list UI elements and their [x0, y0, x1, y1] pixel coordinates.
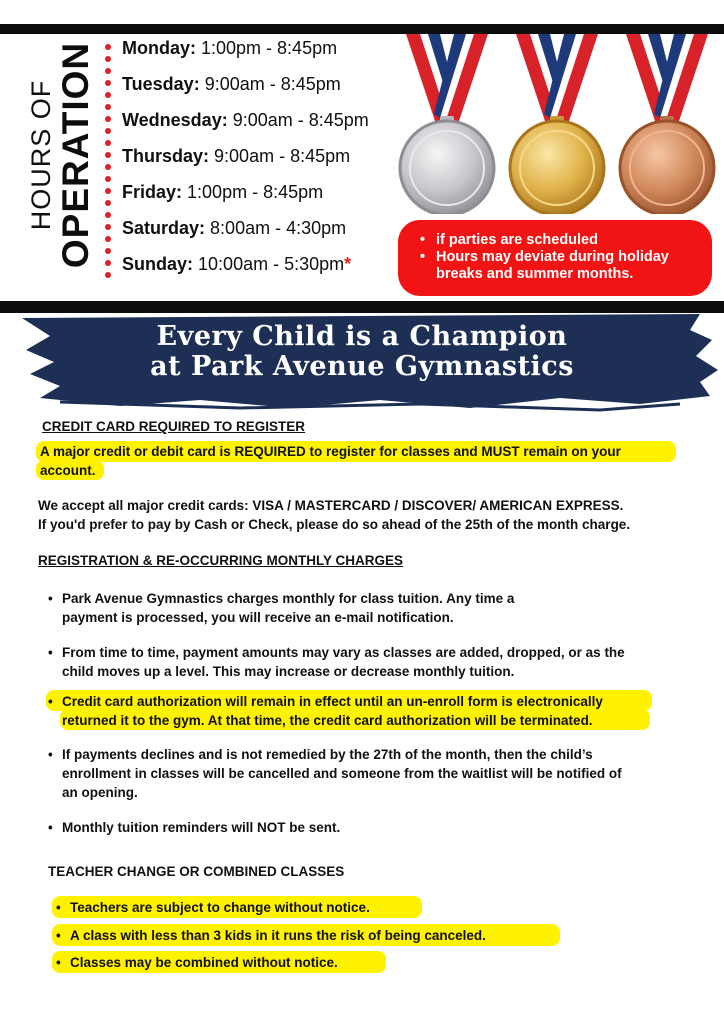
- separator-dot: [105, 104, 111, 110]
- text-line: • Classes may be combined without notice.: [70, 955, 338, 970]
- schedule-row-friday: [122, 180, 369, 216]
- teacher-bullet: [56, 953, 416, 972]
- separator-dot: [105, 224, 111, 230]
- asterisk-mark: *: [344, 254, 352, 274]
- day-hours: 9:00am - 8:45pm: [204, 74, 341, 94]
- schedule-row-monday: [122, 36, 369, 72]
- text-line: If you'd prefer to pay by Cash or Check, please do so ahead of the 25th of the month charge.: [38, 517, 631, 532]
- separator-dot: [105, 236, 111, 242]
- day-name: Tuesday:: [122, 74, 200, 94]
- hours-of-label: HOURS OF: [26, 79, 56, 231]
- day-name: Monday:: [122, 38, 196, 58]
- day-name: Friday:: [122, 182, 183, 202]
- banner-line-2: at Park Avenue Gymnastics: [150, 351, 574, 382]
- day-hours: 10:00am - 5:30pm: [198, 254, 345, 274]
- hours-schedule-list: [122, 36, 369, 288]
- separator-dot: [105, 260, 111, 266]
- day-hours: 8:00am - 4:30pm: [210, 218, 347, 238]
- text-line: • A class with less than 3 kids in it runs the risk of being canceled.: [70, 928, 486, 943]
- medals-illustration: [396, 34, 724, 214]
- registration-bullet-5: [48, 818, 668, 837]
- schedule-row-sunday: [122, 252, 369, 288]
- operation-label: OPERATION: [55, 41, 96, 269]
- text-line: • Park Avenue Gymnastics charges monthly for class tuition. Any time a: [62, 591, 515, 606]
- day-name: Saturday:: [122, 218, 206, 238]
- credit-card-required-text: [40, 442, 690, 480]
- champion-banner-title: [0, 322, 724, 382]
- silver-medal-icon: [400, 34, 494, 214]
- separator-dot: [105, 80, 111, 86]
- text-line: • If payments declines and is not remedied by the 27th of the month, then the child’s: [62, 747, 593, 762]
- dotted-separator: [105, 40, 113, 280]
- text-line: child moves up a level. This may increase or decrease monthly tuition.: [62, 664, 515, 679]
- separator-dot: [105, 272, 111, 278]
- text-line: • Monthly tuition reminders will NOT be sent.: [62, 820, 341, 835]
- separator-dot: [105, 164, 111, 170]
- teacher-change-heading: TEACHER CHANGE OR COMBINED CLASSES: [48, 864, 345, 879]
- credit-card-heading: CREDIT CARD REQUIRED TO REGISTER: [42, 419, 306, 434]
- separator-dot: [105, 128, 111, 134]
- registration-bullet-1: [48, 589, 668, 627]
- banner-line-1: Every Child is a Champion: [156, 321, 568, 352]
- text-line: • From time to time, payment amounts may vary as classes are added, dropped, or as the: [62, 645, 625, 660]
- text-line: payment is processed, you will receive an e-mail notification.: [62, 610, 454, 625]
- registration-heading: REGISTRATION & RE-OCCURRING MONTHLY CHARGES: [38, 553, 404, 568]
- schedule-row-thursday: [122, 144, 369, 180]
- text-line: • Teachers are subject to change without notice.: [70, 900, 370, 915]
- separator-dot: [105, 188, 111, 194]
- day-name: Wednesday:: [122, 110, 228, 130]
- schedule-row-wednesday: [122, 108, 369, 144]
- hours-notice-box: [398, 220, 712, 296]
- notice-item: • if parties are scheduled: [420, 232, 698, 249]
- accepted-cards-text: [38, 496, 708, 534]
- text-line: enrollment in classes will be cancelled and someone from the waitlist will be notified of: [62, 766, 622, 781]
- text-line: A major credit or debit card is REQUIRED to register for classes and MUST remain on your: [40, 444, 621, 459]
- teacher-bullet: [56, 898, 456, 917]
- schedule-row-saturday: [122, 216, 369, 252]
- gold-medal-icon: [510, 34, 604, 214]
- separator-dot: [105, 248, 111, 254]
- day-name: Sunday:: [122, 254, 194, 274]
- separator-dot: [105, 152, 111, 158]
- teacher-bullet: [56, 926, 576, 945]
- schedule-row-tuesday: [122, 72, 369, 108]
- separator-dot: [105, 140, 111, 146]
- registration-bullet-3: [48, 692, 688, 730]
- separator-dot: [105, 116, 111, 122]
- text-line: • Credit card authorization will remain in effect until an un-enroll form is electronically: [62, 694, 603, 709]
- text-line: returned it to the gym. At that time, the credit card authorization will be terminated.: [62, 713, 593, 728]
- notice-item: • Hours may deviate during holiday breaks and summer months.: [420, 249, 698, 283]
- top-divider-bar: [0, 24, 724, 34]
- day-hours: 1:00pm - 8:45pm: [187, 182, 324, 202]
- day-hours: 1:00pm - 8:45pm: [201, 38, 338, 58]
- day-hours: 9:00am - 8:45pm: [214, 146, 351, 166]
- day-name: Thursday:: [122, 146, 210, 166]
- bronze-medal-icon: [620, 34, 714, 214]
- separator-dot: [105, 176, 111, 182]
- separator-dot: [105, 212, 111, 218]
- separator-dot: [105, 56, 111, 62]
- separator-dot: [105, 44, 111, 50]
- text-line: an opening.: [62, 785, 138, 800]
- separator-dot: [105, 68, 111, 74]
- registration-bullet-4: [48, 745, 698, 802]
- separator-dot: [105, 92, 111, 98]
- hours-of-operation-title: [16, 40, 106, 270]
- registration-bullet-2: [48, 643, 688, 681]
- separator-dot: [105, 200, 111, 206]
- day-hours: 9:00am - 8:45pm: [232, 110, 369, 130]
- text-line: We accept all major credit cards: VISA / MASTERCARD / DISCOVER/ AMERICAN EXPRESS.: [38, 498, 624, 513]
- text-line: account.: [40, 463, 96, 478]
